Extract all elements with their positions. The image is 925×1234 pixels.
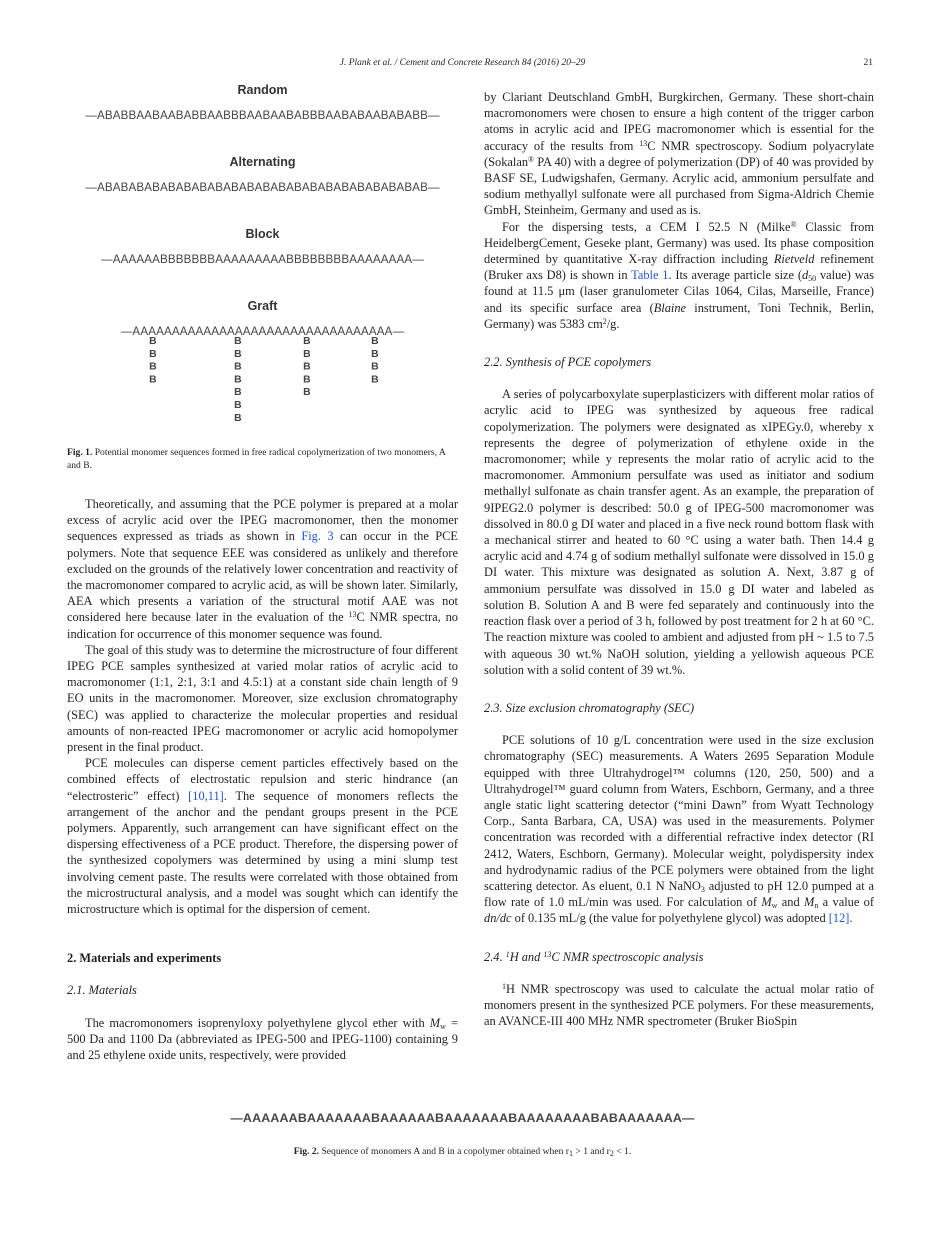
- subsection-heading: 2.3. Size exclusion chromatography (SEC): [484, 700, 695, 715]
- reference-link[interactable]: [10,11]: [188, 788, 224, 803]
- figure-1-caption: [67, 447, 458, 472]
- caption-text: Potential monomer sequences formed in free radical copolymerization of two monomers, A and B.: [67, 447, 446, 471]
- block-sequence: —AAAAAABBBBBBBAAAAAAAAABBBBBBBBAAAAAAAA—: [100, 253, 425, 266]
- block-title: Block: [245, 227, 280, 241]
- subsection-heading: 2.4. $^1$H and $^{13}$C NMR spectroscopic analysis: [484, 949, 704, 964]
- caption-label: Fig. 2.: [293, 1146, 320, 1157]
- table-link[interactable]: Table 1: [631, 268, 669, 283]
- paragraph: For the dispersing tests, a CEM I 52.5 N (Milke® Classic from HeidelbergCement, Geseke plant, Germany) was used. Its phase composition determined by quantitative X-ray diffraction including Rietveld refinement (Bruker axs D8) is shown in Table 1. Its average particle size ($d_{50}$ value) was found at 11.5 μm (laser granulometer Cilas 1064, Cilas, Marseille, France) and its specific surface area (Blaine instrument, Toni Technik, Berlin, Germany) was 5383 $cm^2/g$.: [484, 219, 874, 331]
- running-head: [0, 58, 925, 74]
- section-heading: 2. Materials and experiments: [67, 951, 222, 966]
- paragraph: Theoretically, and assuming that the PCE polymer is prepared at a molar excess of acrylic acid over the IPEG macromonomer, then the monomer sequences expressed as triads as shown in Fig. 3 can occur in the PCE polymers. Note that sequence EEE was considered as unlikely and therefore excluded on the grounds of the relatively lower concentration and reactivity of the macromonomer compared to acrylic acid, as will be shown later. Similarly, AEA which presents a variation of the structural motif AAE was not considered here because later in the evaluation of the $^{13}$C NMR spectra, no indication for occurrence of this monomer sequence was found.: [67, 497, 458, 641]
- right-column: [484, 89, 874, 1029]
- paragraph: A series of polycarboxylate superplasticizers with different molar ratios of acrylic acid to IPEG was synthesized by aqueous free radical copolymerization. The polymers were designated as xIPEGy.0, whereby x represents the degree of polymerization of ethylene oxide in the macromonomer; while y represents the molar ratio of acrylic acid to the macromonomer. Ammonium persulfate was used as initiator and sodium methallyl sulfonate as chain transfer agent. As an example, the preparation of 9IPEG2.0 polymer is described: 50.0 g of IPEG-500 macromonomer was dissolved in 80.0 g DI water and placed in a five neck round bottom flask with a mechanical stirrer and heated to 60 °C using a water bath. Then 14.4 g acrylic acid and 4.74 g of sodium methallyl sulfonate were dissolved in 15.0 g DI water. This mixture was designated as solution A. Next, 3.87 g of ammonium persulfate was dissolved in 15.0 g DI water and labeled as solution B. Solution A and B were fed separately and continuously into the reaction flask over a period of 3 h, followed by post treatment for 2 h at 60 °C. The reaction mixture was cooled to ambient and adjusted from pH ~ 1.5 to 7.5 with aqueous 30 wt.% NaOH solution, yielding a yellowish aqueous PCE solution with a solid content of 39 wt.%.: [484, 387, 874, 677]
- alternating-sequence: —ABABABABABABABABABABABABABABABABABABABABAB—: [85, 181, 440, 194]
- branch-label: BBBBBBB: [232, 336, 244, 426]
- subsection-heading: 2.1. Materials: [67, 983, 137, 998]
- paragraph: The macromonomers isoprenyloxy polyethylene glycol ether with $M_w = 500$ Da and 1100 Da (abbreviated as IPEG-500 and IPEG-1100) containing 9 and 25 ethylene oxide units, respectively, were provided: [67, 1015, 458, 1063]
- figure-link[interactable]: Fig. 3: [301, 529, 334, 544]
- graft-branch-1: [146, 336, 158, 392]
- branch-label: BBBB: [369, 336, 381, 388]
- graft-title: Graft: [247, 299, 278, 313]
- random-sequence: —ABABBAABAABABBAABBBAABAABABBBAABABAABABABB—: [85, 109, 440, 122]
- figure-2-sequence: —AAAAAABAAAAAAABAAAAAABAAAAAAABAAAAAAAABABAAAAAAA—: [230, 1111, 695, 1125]
- journal-citation: J. Plank et al. / Cement and Concrete Research 84 (2016) 20–29: [339, 58, 586, 68]
- subsection-heading: 2.2. Synthesis of PCE copolymers: [484, 355, 652, 370]
- figure-2-caption: Fig. 2. Sequence of monomers A and B in a copolymer obtained when $r_1 > 1$ and $r_2 < 1$.: [293, 1146, 632, 1158]
- graft-branch-4: [368, 336, 380, 392]
- graft-branch-3: [300, 336, 312, 404]
- caption-label: Fig. 1.: [67, 447, 93, 458]
- figure-1: [67, 82, 458, 437]
- left-column: [67, 82, 458, 1063]
- paragraph: The goal of this study was to determine the microstructure of four different IPEG PCE samples synthesized at varied molar ratios of acrylic acid to macromonomer (1:1, 2:1, 3:1 and 4.5:1) at a constant side chain length of 9 EO units in the macromonomer. Moreover, size exclusion chromatography (SEC) was applied to characterize the molecular properties and residual amounts of non-reacted IPEG macromonomer or acrylic acid homopolymer present in the final product.: [67, 642, 458, 755]
- paragraph: $^1$H NMR spectroscopy was used to calculate the actual molar ratio of monomers present in the synthesized PCE polymers. For these measurements, an AVANCE-III 400 MHz NMR spectrometer (Bruker BioSpin: [484, 981, 874, 1029]
- random-title: Random: [237, 83, 288, 97]
- alternating-title: Alternating: [229, 155, 296, 169]
- paragraph: by Clariant Deutschland GmbH, Burgkirchen, Germany. These short-chain macromonomers were chosen to ensure a high content of the trigger carbon atoms in acrylic acid and IPEG macromonomer which is essential for the accuracy of the results from $^{13}$C NMR spectroscopy. Sodium polyacrylate (Sokalan® PA 40) with a degree of polymerization (DP) of 40 was provided by BASF SE, Ludwigshafen, Germany. Acrylic acid, ammonium persulfate and sodium methyallyl sulfonate were all purchased from Sigma-Aldrich Chemie GmbH, Steinheim, Germany and used as is.: [484, 90, 875, 218]
- page-number: 21: [863, 58, 873, 68]
- paragraph: PCE solutions of 10 g/L concentration were used in the size exclusion chromatography (SEC) measurements. A Waters 2695 Separation Module equipped with three Ultrahydrogel™ columns (120, 250, 500) and a Ultrahydrogel™ guard column from Waters, Eschborn, Germany, and a three angle static light scattering detector (“mini Dawn” from Wyatt Technology Corp., Santa Barbara, CA, USA) was used in the measurements. Polymer concentration was recorded with a differential refractive index detector (RI 2412, Waters, Eschborn, Germany). Molecular weight, polydispersity index and hydrodynamic radius of the PCE polymers were obtained from the light scattering detector. As eluent, 0.1 N NaNO$_3$ adjusted to pH 12.0 pumped at a flow rate of 1.0 mL/min was used. For calculation of $M_w$ and $M_n$ a value of dn/dc of 0.135 mL/g (the value for polyethylene glycol) was adopted [12].: [484, 733, 874, 926]
- branch-label: BBBB: [147, 336, 159, 388]
- reference-link[interactable]: [12]: [828, 911, 850, 926]
- graft-backbone: —AAAAAAAAAAAAAAAAAAAAAAAAAAAAAAAAA—: [120, 325, 405, 338]
- graft-branch-2: [231, 336, 243, 430]
- paragraph: PCE molecules can disperse cement particles effectively based on the combined effects of electrostatic repulsion and steric hindrance (an “electrosteric” effect) [10,11]. The sequence of monomers reflects the arrangement of the anchor and the pendant groups present in the PCE polymers. Apparently, such arrangement can have significant effect on the dispersing effectiveness of a PCE product. Therefore, the dispersing power of the synthesized copolymers was determined by using a mini slump test involving cement paste. The results were correlated with those obtained from the microstructural analysis, and a model was sought which can identify the microstructure which is optimal for the dispersion of cement.: [67, 756, 459, 917]
- branch-label: BBBBB: [301, 336, 313, 400]
